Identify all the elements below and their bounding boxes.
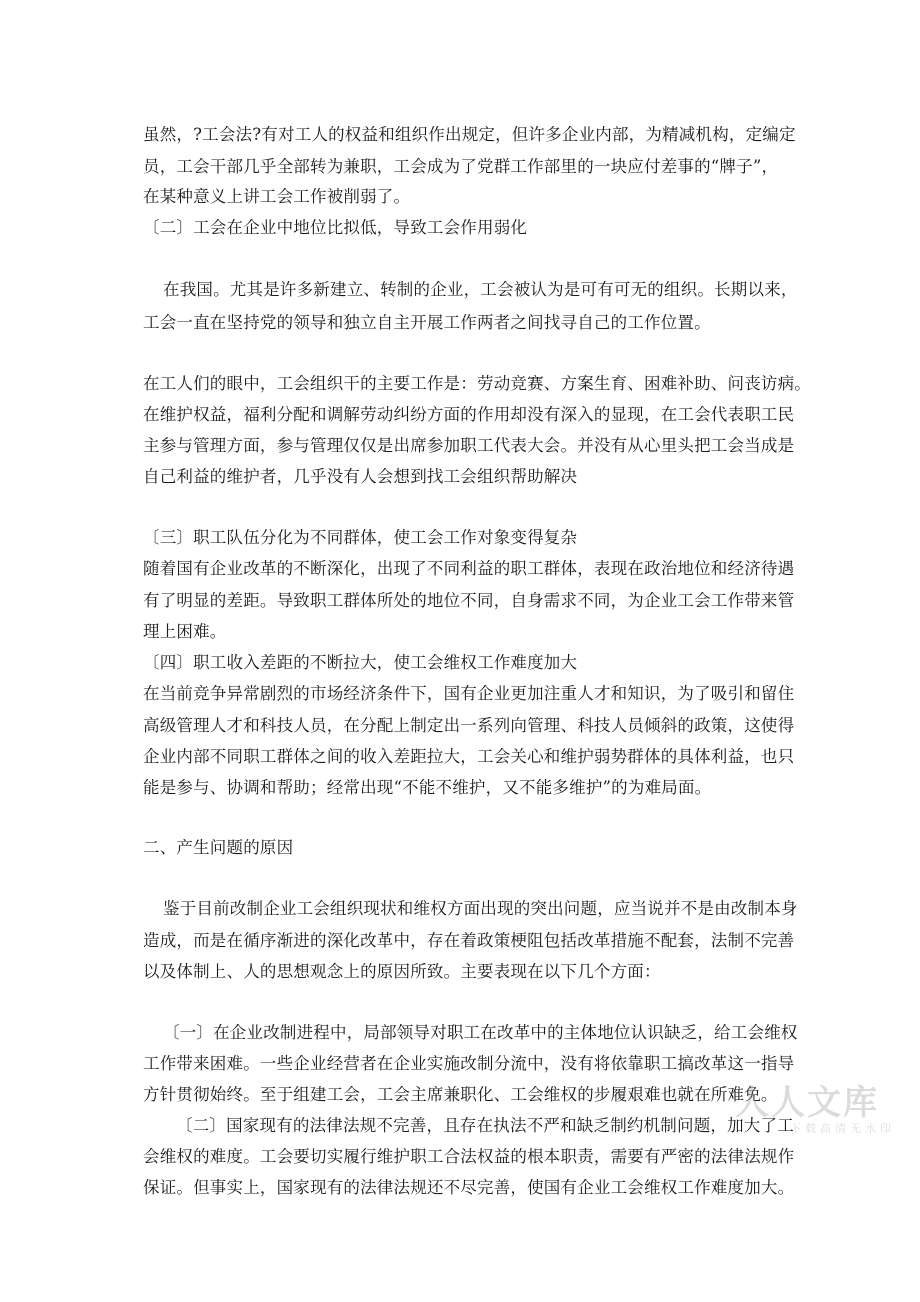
section-heading: 〔四〕职工收入差距的不断拉大，使工会维权工作难度加大 xyxy=(143,653,578,672)
text-line: 保证。但事实上，国家现有的法律法规还不尽完善，使国有企业工会维权工作难度加大。 xyxy=(143,1178,795,1197)
text-line: 工会一直在坚持党的领导和独立自主开展工作两者之间找寻自己的工作位置。 xyxy=(143,313,711,332)
text-line: 自己利益的维护者，几乎没有人会想到找工会组织帮助解决 xyxy=(143,467,578,486)
watermark-main-text: 人人文库 xyxy=(735,1083,879,1123)
text-line: 高级管理人才和科技人员，在分配上制定出一系列向管理、科技人员倾斜的政策，这使得 xyxy=(143,716,795,735)
text-line: 以及体制上、人的思想观念上的原因所致。主要表现在以下几个方面： xyxy=(143,962,661,981)
text-line: 〔二〕国家现有的法律法规不完善，且存在执法不严和缺乏制约机制问题，加大了工 xyxy=(176,1116,794,1135)
text-line: 在维护权益，福利分配和调解劳动纠纷方面的作用却没有深入的显现，在工会代表职工民 xyxy=(143,405,795,424)
text-line: 〔一〕在企业改制进程中，局部领导对职工在改革中的主体地位认识缺乏，给工会维权 xyxy=(163,1023,798,1042)
text-line: 鉴于目前改制企业工会组织现状和维权方面出现的突出问题，应当说并不是由改制本身 xyxy=(163,899,798,918)
text-line: 会维权的难度。工会要切实履行维护职工合法权益的根本职责，需要有严密的法律法规作 xyxy=(143,1147,795,1166)
text-line: 员，工会干部几乎全部转为兼职，工会成为了党群工作部里的一块应付差事的“牌子”， xyxy=(143,157,779,176)
text-line: 虽然，?工会法?有对工人的权益和组织作出规定，但许多企业内部，为精减机构，定编定 xyxy=(143,125,796,144)
text-line: 随着国有企业改革的不断深化，出现了不同利益的职工群体，表现在政治地位和经济待遇 xyxy=(143,559,795,578)
text-line: 在工人们的眼中，工会组织干的主要工作是：劳动竞赛、方案生育、困难补助、问丧访病。 xyxy=(143,374,811,393)
text-line: 在某种意义上讲工会工作被削弱了。 xyxy=(143,187,411,206)
watermark-sub-text: 下载高清无水印 xyxy=(790,1122,895,1135)
section-heading: 〔二〕工会在企业中地位比拟低，导致工会作用弱化 xyxy=(143,218,528,237)
text-line: 有了明显的差距。导致职工群体所处的地位不同，自身需求不同，为企业工会工作带来管 xyxy=(143,591,795,610)
section-heading: 二、产生问题的原因 xyxy=(143,838,294,857)
text-line: 方针贯彻始终。至于组建工会，工会主席兼职化、工会维权的步履艰难也就在所难免。 xyxy=(143,1085,778,1104)
text-line: 企业内部不同职工群体之间的收入差距拉大，工会关心和维护弱势群体的具体利益，也只 xyxy=(143,747,795,766)
text-line: 理上困难。 xyxy=(143,622,227,641)
text-line: 在我国。尤其是许多新建立、转制的企业，工会被认为是可有可无的组织。长期以来， xyxy=(163,280,798,299)
text-line: 在当前竞争异常剧烈的市场经济条件下，国有企业更加注重人才和知识，为了吸引和留住 xyxy=(143,684,795,703)
text-line: 工作带来困难。一些企业经营者在企业实施改制分流中，没有将依靠职工搞改革这一指导 xyxy=(143,1054,795,1073)
text-line: 造成，而是在循序渐进的深化改革中，存在着政策梗阻包括改革措施不配套，法制不完善 xyxy=(143,931,795,950)
text-line: 能是参与、协调和帮助；经常出现“不能不维护，又不能多维护”的为难局面。 xyxy=(143,778,712,797)
text-line: 主参与管理方面，参与管理仅仅是出席参加职工代表大会。并没有从心里头把工会当成是 xyxy=(143,436,795,455)
section-heading: 〔三〕职工队伍分化为不同群体，使工会工作对象变得复杂 xyxy=(143,528,578,547)
